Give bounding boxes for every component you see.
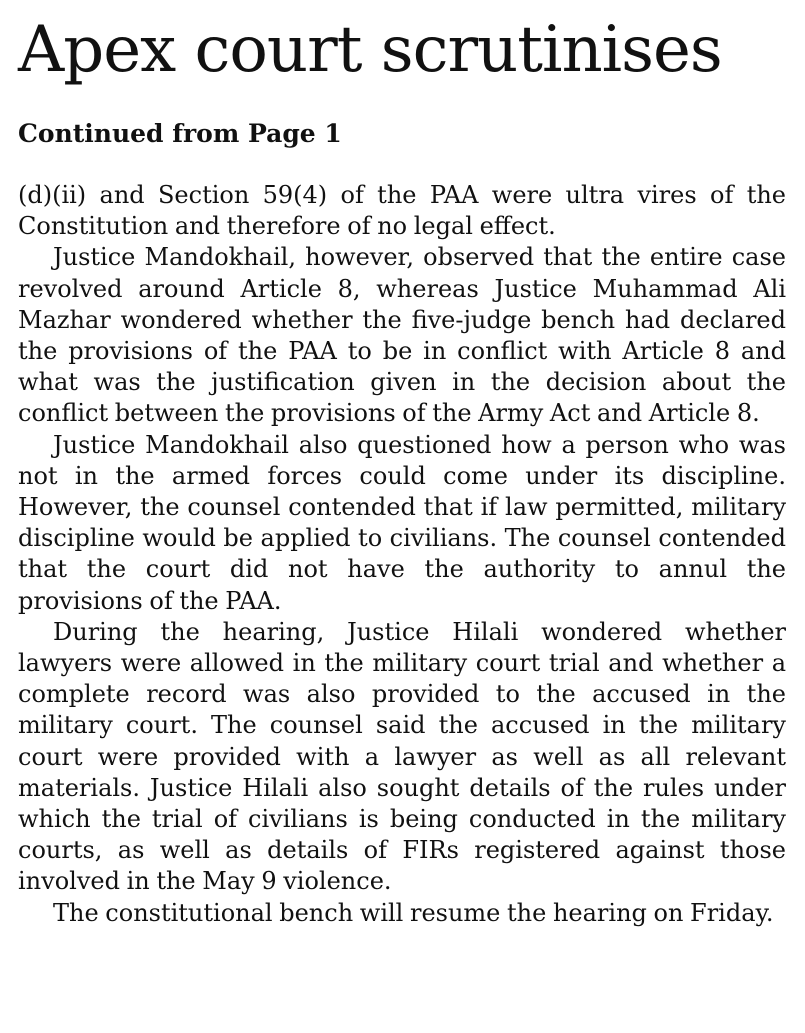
paragraph: Justice Mandokhail also questioned how a person who was not in the armed forces could come under its discipline. However, the counsel contended that if law permitted, military discipline would be applied to civilians. The counsel contended that the court did not have the authority to annul the provisions of the PAA. [18, 430, 786, 615]
headline: Apex court scrutinises [18, 13, 722, 87]
paragraph: During the hearing, Justice Hilali wondered whether lawyers were allowed in the military court trial and whether a complete record was also provided to the accused in the military court. The counsel said the accused in the military court were provided with a lawyer as well as all relevant materials. Justice Hilali also sought details of the rules under which the trial of civilians is being conducted in the military courts, as well as details of FIRs registered against those involved in the May 9 violence. [18, 617, 786, 896]
paragraph: The constitutional bench will resume the hearing on Friday. [53, 898, 774, 927]
paragraph: Justice Mandokhail, however, observed that the entire case revolved around Article 8, whereas Justice Muhammad Ali Mazhar wondered whether the five-judge bench had declared the provisions of the PAA to be in conflict with Article 8 and what was the justification given in the decision about the conflict between the provisions of the Army Act and Article 8. [18, 243, 786, 428]
article-body [18, 180, 786, 929]
paragraph: (d)(ii) and Section 59(4) of the PAA were ultra vires of the Constitution and therefore of no legal effect. [18, 181, 786, 241]
continued-from-label: Continued from Page 1 [18, 119, 342, 148]
